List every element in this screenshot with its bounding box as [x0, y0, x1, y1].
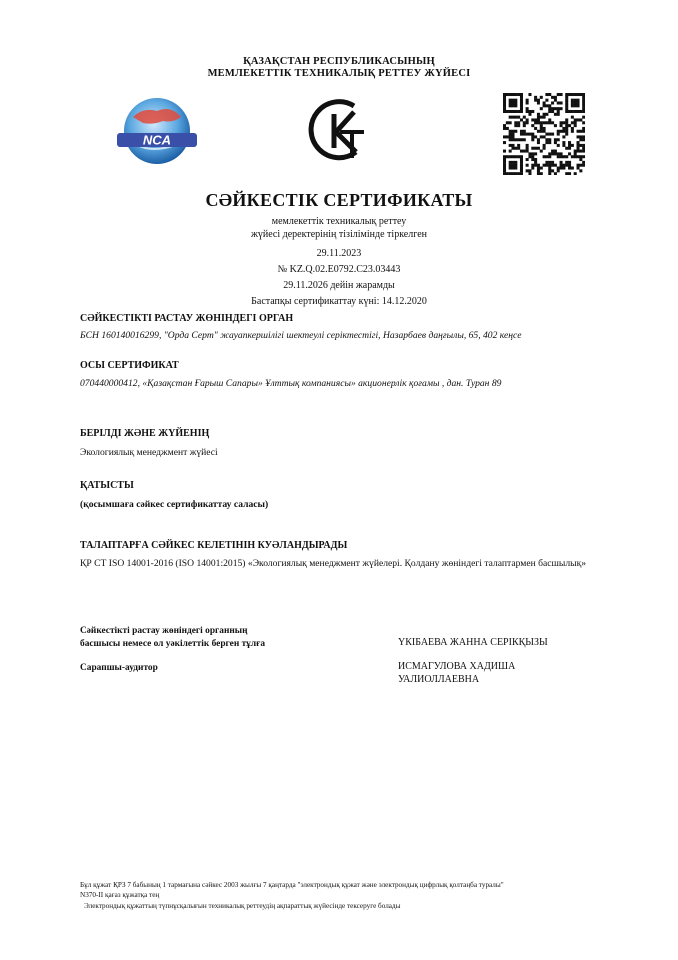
footer-line-2: N370-II қағаз құжатқа тең: [80, 891, 160, 899]
certificate-title: СӘЙКЕСТІК СЕРТИФИКАТЫ: [205, 190, 473, 210]
cert-body-title: СӘЙКЕСТІКТІ РАСТАУ ЖӨНІНДЕГІ ОРГАН: [80, 313, 294, 324]
registry-line-1: мемлекеттік техникалық реттеу: [271, 216, 407, 227]
compliance-text: ҚР СТ ISO 14001-2016 (ISO 14001:2015) «Экологиялық менеджмент жүйелері. Қолдану жөніндегі талаптармен басшылық»: [80, 558, 587, 569]
registry-date: 29.11.2023: [316, 248, 362, 259]
qr-code-icon: [503, 93, 585, 175]
cert-body-text: БСН 160140016299, "Орда Серт" жауапкершілігі шектеулі серіктестігі, Назарбаев даңғылы, 65, 402 кеңсе: [80, 330, 522, 341]
compliance-title: ТАЛАПТАРҒА СӘЙКЕС КЕЛЕТІНІН КУӘЛАНДЫРАДЫ: [80, 540, 348, 551]
header-line-1: ҚАЗАҚСТАН РЕСПУБЛИКАСЫНЫҢ: [243, 56, 435, 67]
kt-conformity-mark-icon: [302, 96, 366, 164]
issued-text: Экологиялық менеджмент жүйесі: [80, 447, 218, 458]
head-label-line-2: басшысы немесе ол уәкілеттік берген тұлға: [80, 639, 266, 649]
head-label-line-1: Сәйкестікті растау жөніндегі органның: [80, 626, 248, 636]
regarding-text: (қосымшаға сәйкес сертификаттау саласы): [80, 499, 269, 510]
header-line-2: МЕМЛЕКЕТТІК ТЕХНИКАЛЫҚ РЕТТЕУ ЖҮЙЕСІ: [207, 68, 471, 79]
registry-line-2: жүйесі деректерінің тізілімінде тіркелген: [250, 229, 427, 240]
nca-logo: [113, 95, 199, 167]
auditor-label: Сарапшы-аудитор: [80, 663, 158, 673]
footer-line-3: Электрондық құжаттың түпнұсқалығын техникалық реттеудің ақпараттық жүйесінде тексеруге болады: [84, 902, 401, 910]
valid-until: 29.11.2026 дейін жарамды: [283, 280, 395, 291]
auditor-name-line-2: УАЛИОЛЛАЕВНА: [398, 674, 480, 685]
footer-line-1: Бұл құжат ҚРЗ 7 бабының 1 тармағына сәйкес 2003 жылғы 7 қаңтарда "электрондық құжат және электрондық цифрлық қолтаңба туралы": [80, 881, 504, 889]
nca-logo-text: NCA: [142, 132, 172, 148]
first-cert-date: Бастапқы сертификаттау күні: 14.12.2020: [251, 296, 427, 307]
issued-title: БЕРІЛДІ ЖӘНЕ ЖҮЙЕНІҢ: [80, 428, 210, 439]
certificate-number: № KZ.Q.02.E0792.C23.03443: [277, 264, 401, 275]
regarding-title: ҚАТЫСТЫ: [80, 480, 134, 491]
this-cert-title: ОСЫ СЕРТИФИКАТ: [80, 360, 179, 371]
head-name: ҮКІБАЕВА ЖАННА СЕРІКҚЫЗЫ: [398, 637, 548, 648]
auditor-name-line-1: ИСМАГУЛОВА ХАДИША: [398, 661, 516, 672]
this-cert-text: 070440000412, «Қазақстан Ғарыш Сапары» Ұлттық компаниясы» акционерлік қоғамы , дан. Туран 89: [80, 378, 502, 389]
